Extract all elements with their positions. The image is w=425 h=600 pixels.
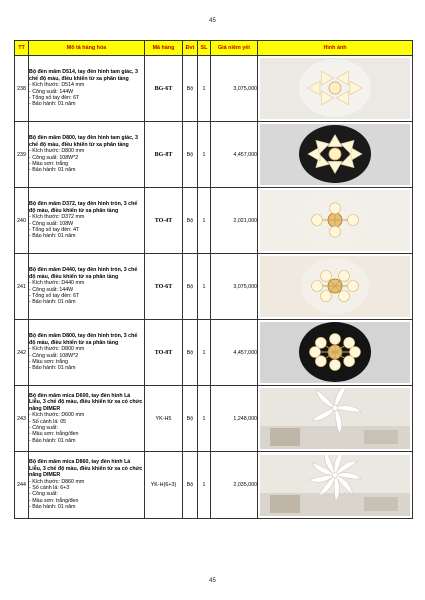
row-number: 242 — [15, 320, 29, 386]
product-specs — [29, 214, 144, 240]
spec-line: - Kích thước: D514 mm — [29, 82, 85, 89]
product-image-cell — [258, 188, 413, 254]
product-image-cell — [258, 56, 413, 122]
page-number-bottom: 45 — [209, 578, 216, 584]
product-image-cell — [258, 254, 413, 320]
product-specs — [29, 148, 144, 174]
product-code: BG-8T — [145, 122, 183, 188]
product-price: 3,075,000 — [211, 56, 258, 122]
row-description — [29, 56, 145, 122]
product-specs — [29, 346, 144, 372]
product-qty: 1 — [198, 254, 211, 320]
product-code: YK-H(6+3) — [145, 452, 183, 519]
header-description: Mô tả hàng hóa — [29, 41, 145, 56]
row-number: 240 — [15, 188, 29, 254]
spec-line: - Công suất: 108W*2 — [29, 352, 79, 359]
spec-line: - Màu sơn: trắng — [29, 160, 69, 167]
product-price: 3,075,000 — [211, 254, 258, 320]
product-unit: Bộ — [183, 254, 198, 320]
row-description — [29, 320, 145, 386]
product-code: TO-8T — [145, 320, 183, 386]
page-number-top: 45 — [209, 18, 216, 24]
product-image-cell — [258, 452, 413, 519]
row-number: 238 — [15, 56, 29, 122]
product-specs — [29, 412, 144, 444]
table-row — [15, 320, 413, 386]
spec-line: - Bảo hành: 01 năm — [29, 437, 76, 444]
product-photo — [258, 322, 412, 383]
product-name: Bộ đèn mâm D800, tay đèn hình tam giác, 3 chế độ màu, điều khiển từ xa phân tầng — [29, 135, 138, 148]
product-specs — [29, 280, 144, 306]
spec-line: - Kích thước: D440 mm — [29, 280, 85, 287]
product-image-cell — [258, 122, 413, 188]
product-photo — [258, 58, 412, 119]
spec-line: - Kích thước: D372 mm — [29, 214, 85, 221]
row-description — [29, 122, 145, 188]
row-description — [29, 188, 145, 254]
product-name: Bộ đèn mâm D514, tay đèn hình tam giác, 3 chế độ màu, điều khiển từ xa phân tầng — [29, 69, 138, 82]
product-name: Bộ đèn mâm D800, tay đèn hình tròn, 3 chế độ màu, điều khiển từ xa phân tầng — [29, 333, 138, 346]
header-qty: SL — [198, 41, 211, 56]
product-photo — [258, 190, 412, 251]
row-description — [29, 254, 145, 320]
header-unit: Đvt — [183, 41, 198, 56]
product-price: 1,248,000 — [211, 386, 258, 452]
spec-line: - Kích thước: D800 mm — [29, 346, 85, 353]
spec-line: - Màu sơn: trắng/đen — [29, 497, 79, 504]
product-unit: Bộ — [183, 320, 198, 386]
product-price: 4,457,000 — [211, 122, 258, 188]
product-code: BG-6T — [145, 56, 183, 122]
spec-line: - Bảo hành: 01 năm — [29, 233, 76, 240]
product-photo — [258, 256, 412, 317]
table-row — [15, 452, 413, 519]
spec-line: - Bảo hành: 01 năm — [29, 504, 76, 511]
product-specs — [29, 479, 144, 511]
product-name: Bộ đèn mâm mica D860, tay đèn hình Lá Liễu, 3 chế độ màu, điều khiển từ xa có chức năng DIMER — [29, 459, 143, 479]
header-image: Hình ảnh — [258, 41, 413, 56]
product-price: 4,457,000 — [211, 320, 258, 386]
spec-line: - Công suất: — [29, 424, 58, 431]
product-qty: 1 — [198, 122, 211, 188]
spec-line: - Màu sơn: trắng — [29, 358, 69, 365]
table-row — [15, 254, 413, 320]
table-header-row — [15, 41, 413, 56]
spec-line: - Màu sơn: trắng/đen — [29, 431, 79, 438]
product-unit: Bộ — [183, 386, 198, 452]
product-unit: Bộ — [183, 122, 198, 188]
spec-line: - Bảo hành: 01 năm — [29, 167, 76, 174]
spec-line: - Công suất: — [29, 491, 58, 498]
spec-line: - Bảo hành: 01 năm — [29, 101, 76, 108]
spec-line: - Bảo hành: 01 năm — [29, 299, 76, 306]
spec-line: - Công suất: 144W — [29, 88, 74, 95]
spec-line: - Công suất: 108W*2 — [29, 154, 79, 161]
spec-line: - Tổng số tay đèn: 6T — [29, 94, 80, 101]
row-number: 244 — [15, 452, 29, 519]
spec-line: - Kích thước: D860 mm — [29, 478, 85, 485]
product-name: Bộ đèn mâm mica D600, tay đèn hình Lá Liễu, 3 chế độ màu, điều khiển từ xa có chức năng DIMER — [29, 392, 143, 412]
table-row — [15, 122, 413, 188]
product-code: YK-H5 — [145, 386, 183, 452]
spec-line: - Kích thước: D600 mm — [29, 412, 85, 419]
row-number: 239 — [15, 122, 29, 188]
product-unit: Bộ — [183, 56, 198, 122]
product-price: 2,021,000 — [211, 188, 258, 254]
spec-line: - Tổng số tay đèn: 6T — [29, 292, 80, 299]
table-row — [15, 188, 413, 254]
header-price: Giá niêm yết — [211, 41, 258, 56]
product-code: TO-6T — [145, 254, 183, 320]
spec-line: - Bảo hành: 01 năm — [29, 365, 76, 372]
product-qty: 1 — [198, 188, 211, 254]
product-qty: 1 — [198, 386, 211, 452]
product-specs — [29, 82, 144, 108]
spec-line: - Công suất: 108W — [29, 220, 74, 227]
product-image-cell — [258, 386, 413, 452]
row-description — [29, 386, 145, 452]
table-row — [15, 56, 413, 122]
header-code: Mã hàng — [145, 41, 183, 56]
spec-line: - Tổng số tay đèn: 4T — [29, 226, 80, 233]
product-qty: 1 — [198, 56, 211, 122]
product-qty: 1 — [198, 452, 211, 519]
product-price: 2,035,000 — [211, 452, 258, 519]
product-table — [14, 40, 413, 519]
product-qty: 1 — [198, 320, 211, 386]
product-code: TO-4T — [145, 188, 183, 254]
table-row — [15, 386, 413, 452]
spec-line: - Số cánh lá: 6+3 — [29, 485, 70, 491]
product-photo — [258, 124, 412, 185]
spec-line: - Kích thước: D800 mm — [29, 148, 85, 155]
header-tt: TT — [15, 41, 29, 56]
product-name: Bộ đèn mâm D440, tay đèn hình tròn, 3 chế độ màu, điều khiển từ xa phân tầng — [29, 267, 138, 280]
product-photo — [258, 455, 412, 516]
spec-line: - Số cánh lá: 05 — [29, 418, 67, 425]
row-description — [29, 452, 145, 519]
product-unit: Bộ — [183, 188, 198, 254]
product-photo — [258, 388, 412, 449]
spec-line: - Công suất: 144W — [29, 286, 74, 293]
product-image-cell — [258, 320, 413, 386]
row-number: 243 — [15, 386, 29, 452]
product-unit: Bộ — [183, 452, 198, 519]
product-name: Bộ đèn mâm D372, tay đèn hình tròn, 3 chế độ màu, điều khiển từ xa phân tầng — [29, 201, 138, 214]
row-number: 241 — [15, 254, 29, 320]
